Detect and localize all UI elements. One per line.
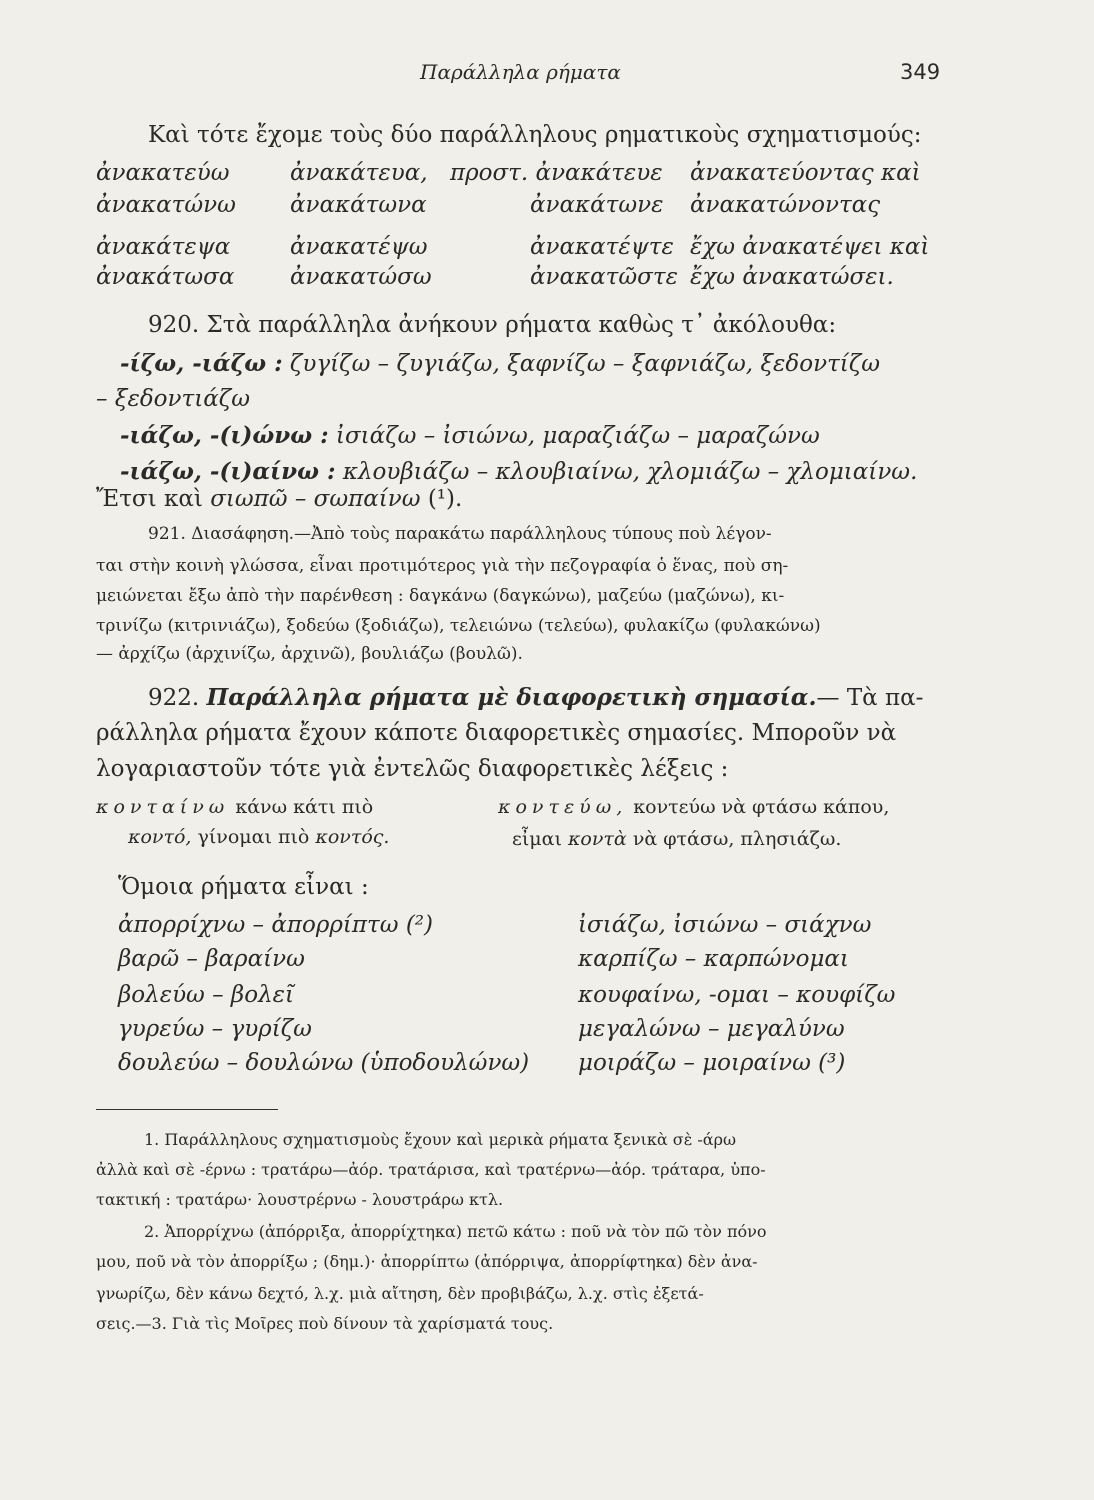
section-920-intro: Στὰ παράλληλα ἀνήκουν ρήματα καθὼς τ᾽ ἀκόλουθα:	[206, 312, 837, 338]
section-922-line-3: λογαριαστοῦν τότε γιὰ ἐντελῶς διαφορετικὲς λέξεις :	[96, 756, 729, 782]
similar-verb-left: δουλεύω – δουλώνω (ὑποδουλώνω)	[118, 1050, 530, 1076]
suffix-label: -ιάζω, -(ι)αίνω :	[120, 458, 336, 485]
section-921-line: τρινίζω (κιτρινιάζω), ξοδεύω (ξοδιάζω), τελειώνω (τελεύω), φυλακίζω (φυλακώνω)	[96, 616, 821, 636]
gloss-word: κοντεύω,	[498, 796, 628, 818]
footnote-line: ἀλλὰ καὶ σὲ -έρνω : τρατάρω—ἀόρ. τρατάρισα, καὶ τρατέρνω—ἀόρ. τράταρα, ὑπο-	[96, 1160, 766, 1179]
section-number: 922.	[148, 685, 200, 711]
similar-verb-left: βαρῶ – βαραίνω	[118, 946, 305, 972]
similar-verb-left: ἀπορρίχνω – ἀπορρίπτω (²)	[118, 912, 433, 938]
table-cell: ἀνακατῶστε	[530, 264, 678, 290]
table-cell: ἀνακατώσω	[290, 264, 432, 290]
section-920-line-5	[96, 486, 462, 512]
section-heading: Παράλληλα ρήματα μὲ διαφορετικὴ σημασία.	[206, 684, 817, 711]
gloss-text: κοντό,	[128, 826, 192, 848]
gloss-text: κάνω κάτι πιὸ	[235, 796, 374, 818]
similar-verb-left: γυρεύω – γυρίζω	[118, 1016, 312, 1042]
gloss-right-line-1	[498, 796, 889, 818]
page-number: 349	[900, 60, 941, 84]
intro-line: Καὶ τότε ἔχομε τοὺς δύο παράλληλους ρηματικοὺς σχηματισμούς:	[148, 122, 922, 148]
section-920-intro-line	[148, 312, 836, 338]
gloss-right-line-2	[512, 828, 841, 850]
text: — Τὰ πα-	[816, 685, 924, 711]
similar-verb-right: μοιράζω – μοιραίνω (³)	[578, 1050, 846, 1076]
similar-verb-right: κουφαίνω, -ομαι – κουφίζω	[578, 982, 896, 1008]
footnote-line: μου, ποῦ νὰ τὸν ἀπορρίξω ; (δημ.)· ἀπορρίπτω (ἀπόρριψα, ἀπορρίφτηκα) δὲν ἀνα-	[96, 1252, 758, 1271]
gloss-text: εἶμαι	[512, 828, 562, 850]
examples: σιωπῶ – σωπαίνω	[210, 486, 421, 512]
similar-verb-right: ἰσιάζω, ἰσιώνω – σιάχνω	[578, 912, 872, 938]
examples: ἰσιάζω – ἰσιώνω, μαραζιάζω – μαραζώνω	[335, 423, 820, 449]
gloss-left-line-2	[128, 826, 389, 848]
table-cell: ἔχω ἀνακατέψει καὶ	[690, 234, 930, 260]
section-922-line-2: ράλληλα ρήματα ἔχουν κάποτε διαφορετικὲς σημασίες. Μποροῦν νὰ	[96, 720, 897, 746]
running-title: Παράλληλα ρήματα	[420, 60, 621, 84]
similar-verb-right: καρπίζω – καρπώνομαι	[578, 946, 849, 972]
table-cell: ἀνακατέψω	[290, 234, 428, 260]
text: Ἔτσι καὶ	[96, 486, 203, 512]
gloss-text: νὰ φτάσω, πλησιάζω.	[632, 828, 842, 850]
table-cell: ἀνακάτευα,	[290, 160, 428, 186]
table-cell: ἀνακατέψτε	[530, 234, 674, 260]
gloss-text: γίνομαι πιὸ	[197, 826, 310, 848]
gloss-text: κοντός.	[315, 826, 390, 848]
similar-verb-left: βολεύω – βολεῖ	[118, 982, 295, 1008]
table-cell: ἀνακάτωνε	[530, 192, 664, 218]
table-cell: ἀνακατεύω	[96, 160, 230, 186]
similar-verbs-label: Ὅμοια ρήματα εἶναι :	[118, 874, 369, 900]
footnote-line: 2. Ἀπορρίχνω (ἀπόρριξα, ἀπορρίχτηκα) πετῶ κάτω : ποῦ νὰ τὸν πῶ τὸν πόνο	[144, 1222, 767, 1241]
section-920-line-4	[120, 458, 917, 485]
section-921-line: — ἀρχίζω (ἀρχινίζω, ἀρχινῶ), βουλιάζω (βουλῶ).	[96, 644, 523, 664]
section-920-line-3	[120, 422, 820, 449]
section-922-heading-line	[148, 684, 923, 711]
gloss-word: κονταίνω	[96, 796, 230, 818]
section-921-line: 921. Διασάφηση.—Ἀπὸ τοὺς παρακάτω παράλληλους τύπους ποὺ λέγον-	[148, 524, 772, 544]
gloss-left-line-1	[96, 796, 373, 818]
similar-verb-right: μεγαλώνω – μεγαλύνω	[578, 1016, 845, 1042]
footnote-line: τακτική : τρατάρω· λουστρέρνω - λουστράρω κτλ.	[96, 1190, 504, 1209]
footnote-ref: (¹).	[427, 486, 463, 512]
gloss-text: κοντὰ	[567, 828, 627, 850]
table-cell: ἀνακατώνω	[96, 192, 236, 218]
table-cell: ἀνακάτωνα	[290, 192, 427, 218]
table-cell: ἀνακατεύοντας καὶ	[690, 160, 921, 186]
table-cell: ἀνακάτωσα	[96, 264, 235, 290]
examples: κλουβιάζω – κλουβιαίνω, χλομιάζω – χλομιαίνω.	[342, 459, 918, 485]
section-920-line-1	[120, 350, 880, 377]
section-921-line: ται στὴν κοινὴ γλώσσα, εἶναι προτιμότερος γιὰ τὴν πεζογραφία ὁ ἕνας, ποὺ ση-	[96, 556, 789, 576]
footnote-line: 1. Παράλληλους σχηματισμοὺς ἔχουν καὶ μερικὰ ρήματα ξενικὰ σὲ -άρω	[144, 1130, 737, 1149]
section-number: 920.	[148, 312, 200, 338]
section-920-line-2: – ξεδοντιάζω	[96, 386, 250, 412]
table-cell: προστ. ἀνακάτευε	[450, 160, 663, 186]
section-921-line: μειώνεται ἔξω ἀπὸ τὴν παρένθεση : δαγκάνω (δαγκώνω), μαζεύω (μαζώνω), κι-	[96, 586, 785, 606]
footnote-line: σεις.—3. Γιὰ τὶς Μοῖρες ποὺ δίνουν τὰ χαρίσματά τους.	[96, 1314, 554, 1333]
suffix-label: -ίζω, -ιάζω :	[120, 350, 283, 377]
gloss-text: κοντεύω νὰ φτάσω κάπου,	[633, 796, 890, 818]
examples: ζυγίζω – ζυγιάζω, ξαφνίζω – ξαφνιάζω, ξεδοντίζω	[289, 351, 881, 377]
table-cell: ἀνακάτεψα	[96, 234, 231, 260]
footnote-divider	[96, 1109, 278, 1110]
table-cell: ἔχω ἀνακατώσει.	[690, 264, 894, 290]
suffix-label: -ιάζω, -(ι)ώνω :	[120, 422, 329, 449]
footnote-line: γνωρίζω, δὲν κάνω δεχτό, λ.χ. μιὰ αἴτηση, δὲν προβιβάζω, λ.χ. στὶς ἐξετά-	[96, 1284, 704, 1303]
table-cell: ἀνακατώνοντας	[690, 192, 881, 218]
